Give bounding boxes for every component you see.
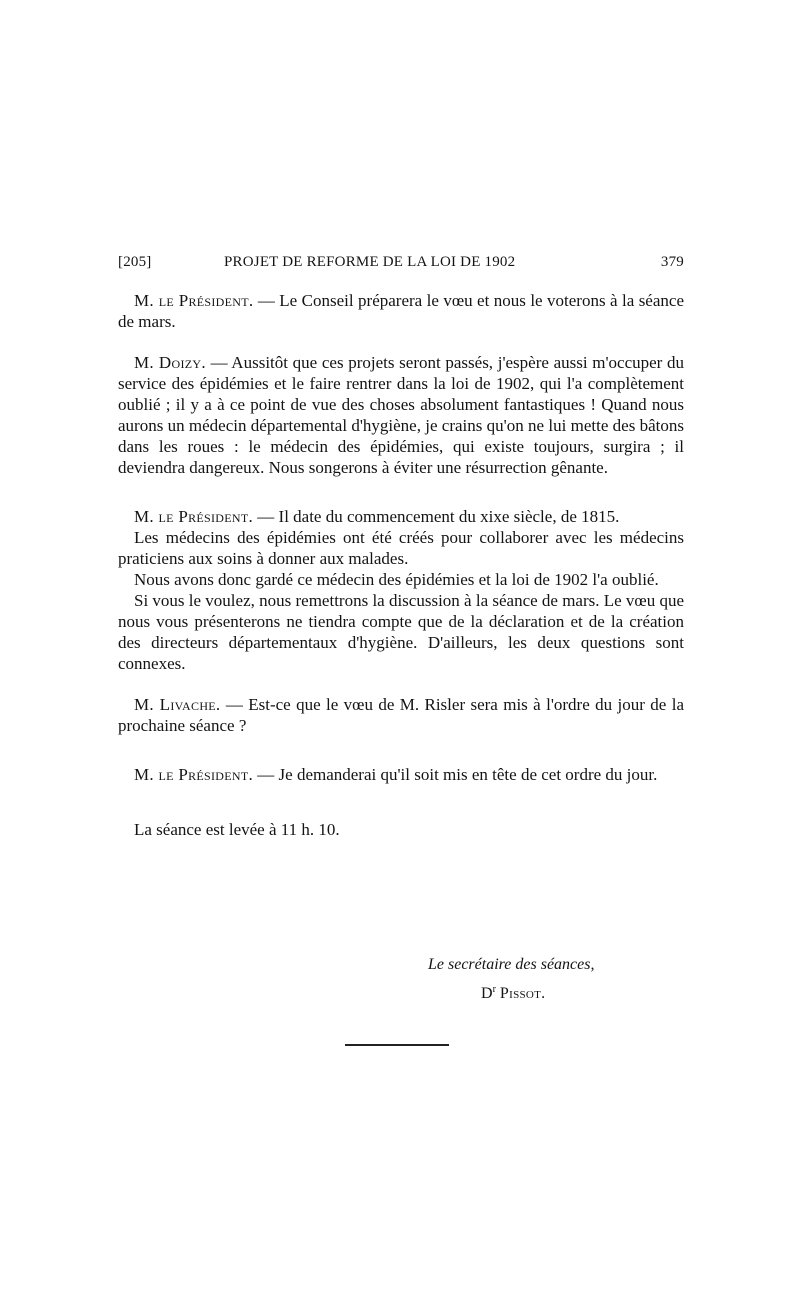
closing-line: La séance est levée à 11 h. 10. [134, 820, 340, 839]
speaker-label: M. le Président. [134, 291, 254, 310]
paragraph-president-3 [118, 764, 684, 785]
paragraph-text: — Le Conseil préparera le vœu et nous le voterons à la séance de mars. [118, 291, 684, 331]
speaker-label: M. Doizy. [134, 353, 206, 372]
paragraph-text: — Je demanderai qu'il soit mis en tête de cet ordre du jour. [253, 765, 658, 784]
header-bracket-number: [205] [118, 254, 152, 270]
signature-title-superscript: r [492, 984, 496, 995]
running-head [118, 254, 684, 280]
paragraph-president-2 [118, 506, 684, 527]
signature-surname: Pissot. [499, 985, 546, 1002]
page [118, 254, 685, 1002]
header-title: PROJET DE REFORME DE LA LOI DE 1902 [224, 254, 516, 270]
paragraph-doizy [118, 352, 684, 478]
speaker-label: M. le Président. [134, 507, 254, 526]
paragraph-text: — Aussitôt que ces projets seront passés, j'espère aussi m'occuper du service des épidémies et le faire rentrer dans la loi de 1902, qui l'a complètement oublié ; il y a à ce point de vue des choses absolument fantastiques ! Quand nous aurons un médecin départemental d'hygiène, je crains qu'on ne lui mette des bâtons dans les roues : le médecin des épidémies, qui existe toujours, surgira ; il deviendra dangereux. Nous songerons à éviter une résurrection gênante. [118, 353, 684, 477]
paragraph-continuation: Si vous le voulez, nous remettrons la discussion à la séance de mars. Le vœu que nous vous présenterons ne tiendra compte que de la déclaration et de la création des directeurs départementaux d'hygiène. D'ailleurs, les deux questions sont connexes. [118, 591, 685, 673]
signature-title: D [481, 985, 493, 1002]
end-rule [345, 1044, 449, 1046]
paragraph-continuation: Nous avons donc gardé ce médecin des épidémies et la loi de 1902 l'a oublié. [134, 570, 659, 589]
paragraph-livache [118, 694, 684, 736]
paragraph-president-1 [118, 290, 684, 332]
page-number: 379 [660, 254, 684, 270]
speaker-label: M. Livache. [134, 695, 221, 714]
signature-role: Le secrétaire des séances, [428, 956, 595, 973]
speaker-label: M. le Président. [134, 765, 254, 784]
paragraph-text: — Est-ce que le vœu de M. Risler sera mis à l'ordre du jour de la prochaine séance ? [118, 695, 684, 735]
paragraph-continuation: Les médecins des épidémies ont été créés pour collaborer avec les médecins praticiens aux soins à donner aux malades. [118, 528, 684, 568]
signature-name [481, 984, 545, 1003]
paragraph-text: — Il date du commencement du xixe siècle, de 1815. [253, 507, 620, 526]
